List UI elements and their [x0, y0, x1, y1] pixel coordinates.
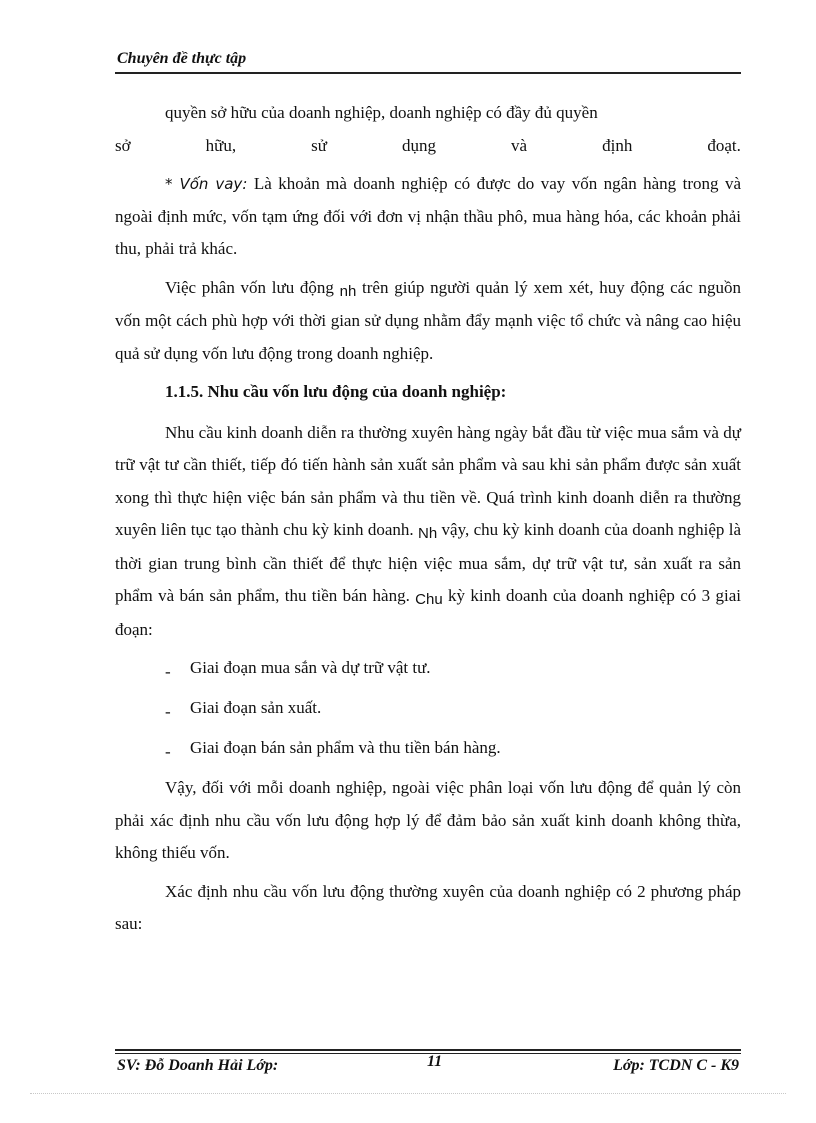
word: hữu,	[205, 135, 237, 155]
list-item	[165, 652, 741, 684]
text-fragment: nh	[339, 282, 357, 300]
text: Nhu cầu kinh doanh diễn ra thường xuyên hàng ngày bắt đầu từ việc mua sắm và dự trữ vật tư cần thiết, tiếp đó tiến hành sản xuất sản phẩm và sau khi sản phẩm được sản xuất xong thì thực hiện việc bán sản phẩm và thu tiền về. Quá trình kinh doanh diễn ra thường xuyên liên tục tạo thành chu kỳ kinh doanh.	[115, 422, 741, 539]
von-vay-text: Là khoản mà doanh nghiệp có được do vay vốn ngân hàng trong và ngoài định mức, vốn tạm ứng đối với đơn vị nhận thầu phô, mua hàng hóa, các khoản phải thu, phải trả khác.	[115, 174, 741, 258]
bullet-dash: -	[165, 702, 171, 721]
word: định	[602, 135, 633, 155]
list-item-text: Giai đoạn sản xuất.	[190, 698, 322, 717]
footer-student: SV: Đỗ Doanh Hải Lớp:	[117, 1057, 279, 1074]
list-item	[165, 732, 741, 764]
word: sở	[115, 135, 131, 155]
word: đoạt.	[707, 135, 741, 155]
text: trên giúp người quản lý xem xét, huy động các nguồn vốn một cách phù hợp với thời gian sử dụng nhằm đẩy mạnh việc tổ chức và nâng cao hiệu quả sử dụng vốn lưu động trong doanh nghiệp.	[115, 277, 741, 363]
word: dụng	[402, 135, 437, 155]
header-title: Chuyên đề thực tập	[117, 50, 247, 67]
page-footer	[115, 1049, 741, 1081]
von-vay-label: * Vốn vay:	[165, 175, 248, 193]
page-edge-divider	[30, 1093, 786, 1094]
paragraph-von-vay	[115, 168, 741, 266]
text: Việc phân vốn lưu động	[165, 277, 340, 297]
page-number: 11	[427, 1053, 443, 1070]
text-fragment: Chu	[415, 591, 443, 608]
list-item-text: Giai đoạn mua sắn và dự trữ vật tư.	[190, 658, 431, 677]
bullet-dash: -	[165, 742, 171, 761]
footer-class: Lớp: TCDN C - K9	[613, 1057, 739, 1074]
paragraph-4	[115, 417, 741, 647]
word: và	[511, 135, 528, 155]
text-fragment: Nh	[418, 525, 438, 542]
paragraph-5: Vậy, đối với mỗi doanh nghiệp, ngoài việc phân loại vốn lưu động để quản lý còn phải xác định nhu cầu vốn lưu động hợp lý để đảm bảo sản xuất kinh doanh không thừa, không thiếu vốn.	[115, 778, 741, 862]
list-item-text: Giai đoạn bán sản phẩm và thu tiền bán hàng.	[190, 738, 501, 757]
paragraph-3	[115, 272, 741, 371]
list-item	[165, 692, 741, 724]
page-header	[115, 50, 741, 74]
text: vậy, chu kỳ kinh doanh của doanh nghiệp là thời gian trung bình cần thiết để thực hiện việc mua sắm, dự trữ vật tư, sản xuất ra sản phẩm và bán sản phẩm, thu tiền bán hàng.	[115, 520, 741, 605]
document-body	[115, 97, 741, 947]
paragraph-1-line-2	[115, 130, 741, 163]
word: sử	[311, 135, 327, 155]
section-heading: 1.1.5. Nhu cầu vốn lưu động của doanh nghiệp:	[165, 382, 507, 401]
text: kỳ kinh doanh của doanh nghiệp có 3 giai đoạn:	[115, 586, 741, 639]
bullet-dash: -	[165, 662, 171, 681]
paragraph-1-line-1: quyền sở hữu của doanh nghiệp, doanh nghiệp có đầy đủ quyền	[165, 103, 598, 122]
paragraph-6: Xác định nhu cầu vốn lưu động thường xuyên của doanh nghiệp có 2 phương pháp sau:	[115, 881, 741, 933]
